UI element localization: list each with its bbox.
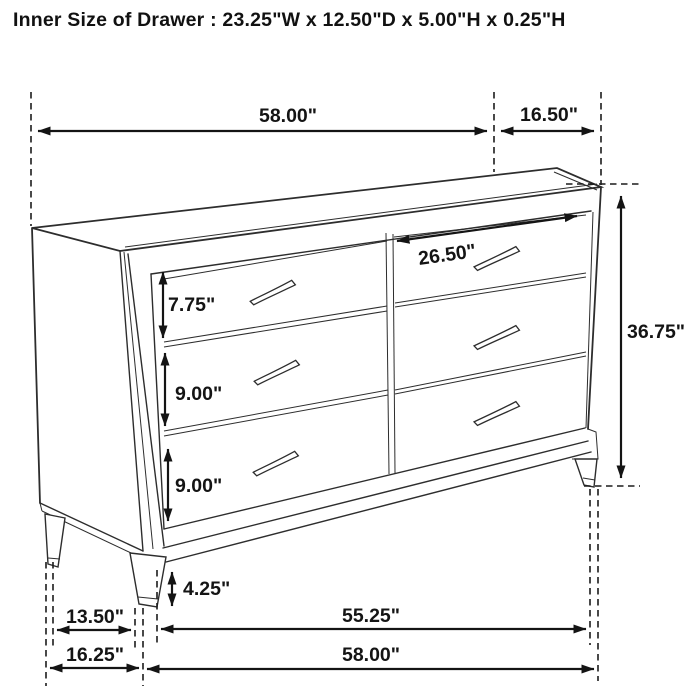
drawer-handle [251, 451, 300, 476]
center-stile [386, 233, 389, 474]
dim-label-overall-height: 36.75" [627, 321, 686, 343]
dim-label-top-drawer-height: 7.75" [168, 294, 216, 316]
base-rail [163, 429, 598, 562]
dim-label-leg-span-width: 55.25" [341, 605, 401, 627]
page-title: Inner Size of Drawer : 23.25"W x 12.50"D x 5.00"H x 0.25"H [13, 9, 566, 31]
dim-label-bottom-drawer-height: 9.00" [175, 475, 223, 497]
dim-label-leg-spacing-depth: 13.50" [65, 606, 125, 628]
dim-label-base-depth: 16.25" [65, 644, 125, 666]
drawer-handle [472, 246, 521, 271]
drawer-handle [472, 325, 521, 350]
dim-label-top-depth: 16.50" [519, 104, 579, 126]
dim-label-leg-height: 4.25" [183, 578, 231, 600]
left-side-panel [32, 228, 164, 560]
dim-label-base-width: 58.00" [341, 644, 401, 666]
front-left-leg [130, 553, 166, 607]
arrow-drawer-inner-width [397, 216, 577, 241]
dresser-drawing [32, 168, 601, 607]
dresser-top [32, 168, 601, 251]
dresser-legs [45, 459, 597, 607]
drawer-handle [252, 360, 301, 385]
drawer-separators [164, 273, 586, 436]
dim-label-drawer-inner-width: 26.50" [416, 240, 478, 270]
drawer-handle [248, 280, 297, 305]
drawer-handles [248, 246, 521, 476]
front-right-leg [575, 459, 597, 487]
dim-label-top-width: 58.00" [258, 105, 318, 127]
drawer-handle [472, 401, 521, 426]
dim-label-middle-drawer-height: 9.00" [175, 383, 223, 405]
